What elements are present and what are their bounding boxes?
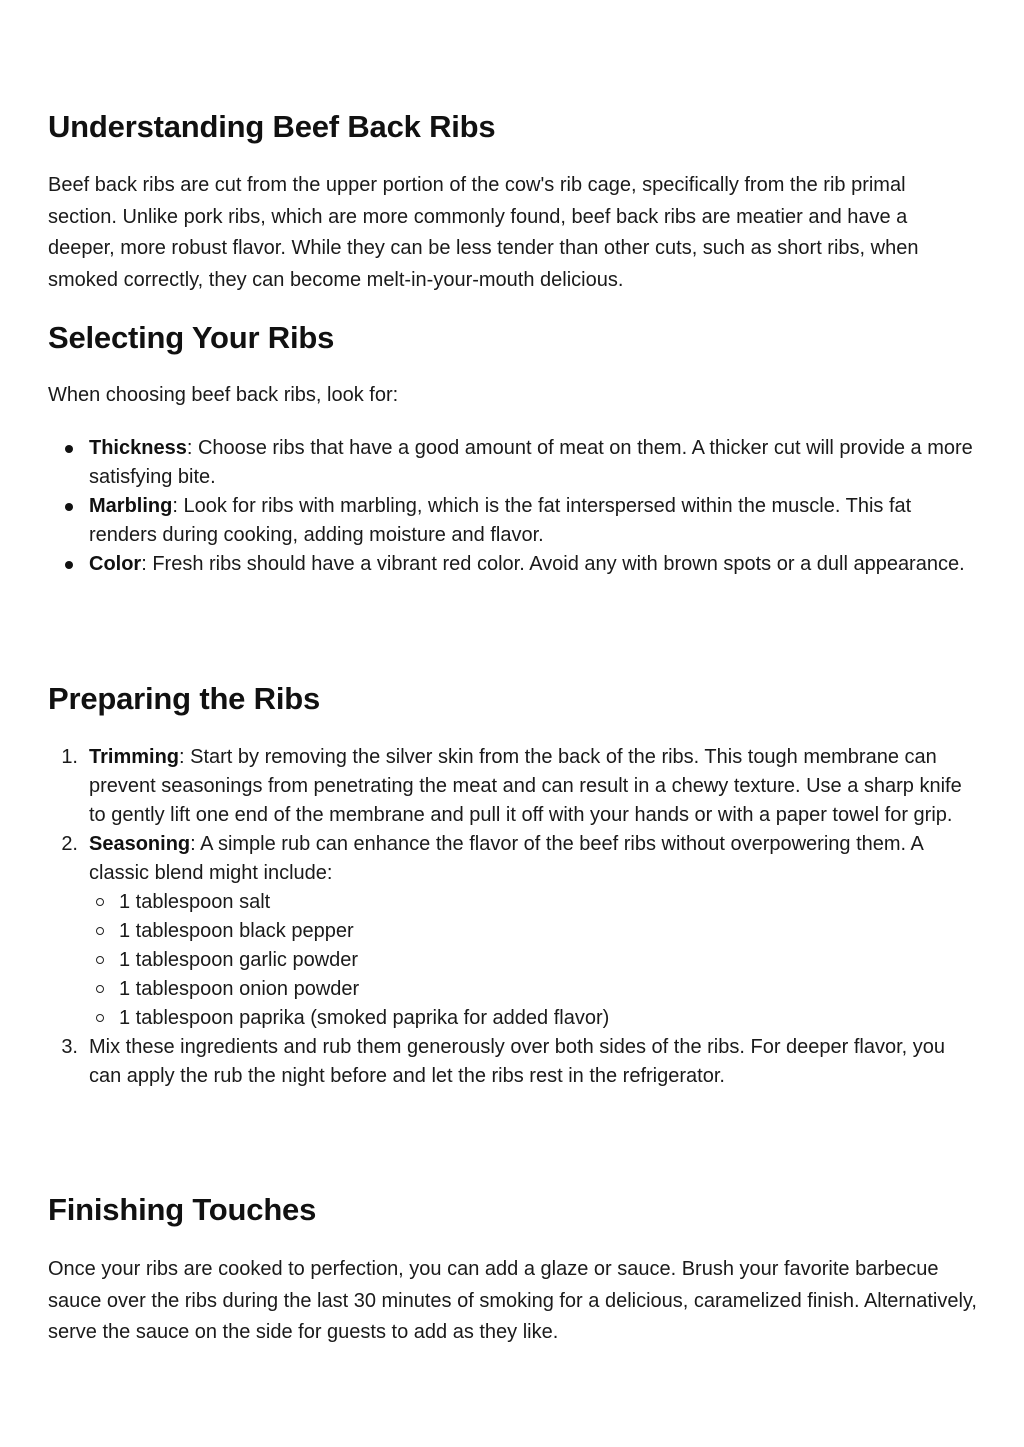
preparation-steps-list — [48, 743, 978, 1091]
term-seasoning: Seasoning — [89, 833, 191, 855]
list-item-thickness — [48, 434, 978, 492]
term-thickness: Thickness — [89, 437, 187, 459]
heading-preparing-the-ribs: Preparing the Ribs — [48, 681, 321, 716]
text-seasoning: : A simple rub can enhance the flavor of the beef ribs without overpowering them. A classic blend might include: — [89, 833, 923, 884]
text-mix-and-rub: Mix these ingredients and rub them generously over both sides of the ribs. For deeper flavor, you can apply the rub the night before and let the ribs rest in the refrigerator. — [89, 1036, 946, 1087]
text-thickness: : Choose ribs that have a good amount of meat on them. A thicker cut will provide a more satisfying bite. — [89, 437, 973, 488]
list-item-ingredient: 1 tablespoon onion powder — [89, 975, 978, 1004]
term-trimming: Trimming — [89, 746, 180, 768]
step-number: 2. — [61, 833, 78, 855]
list-item-color — [48, 550, 978, 579]
rub-ingredients-list — [89, 888, 978, 1033]
term-color: Color — [89, 553, 142, 575]
list-item-trimming — [48, 743, 978, 830]
selection-criteria-list — [48, 434, 978, 579]
paragraph-selecting-intro: When choosing beef back ribs, look for: — [48, 384, 399, 406]
heading-finishing-touches: Finishing Touches — [48, 1192, 317, 1227]
list-item-ingredient: 1 tablespoon salt — [89, 888, 978, 917]
list-item-ingredient: 1 tablespoon garlic powder — [89, 946, 978, 975]
text-marbling: : Look for ribs with marbling, which is the fat interspersed within the muscle. This fat renders during cooking, adding moisture and flavor. — [89, 495, 912, 546]
step-number: 3. — [61, 1036, 78, 1058]
paragraph-understanding: Beef back ribs are cut from the upper portion of the cow's rib cage, specifically from the rib primal section. Unlike pork ribs, which are more commonly found, beef back ribs are meatier and have a deeper, more robust flavor. While they can be less tender than other cuts, such as short ribs, when smoked correctly, they can become melt-in-your-mouth delicious. — [48, 174, 919, 291]
list-item-seasoning — [48, 830, 978, 1033]
list-item-marbling — [48, 492, 978, 550]
step-number: 1. — [61, 746, 78, 768]
paragraph-finishing: Once your ribs are cooked to perfection, you can add a glaze or sauce. Brush your favorite barbecue sauce over the ribs during the last 30 minutes of smoking for a delicious, caramelized finish. Alternatively, serve the sauce on the side for guests to add as they like. — [48, 1258, 977, 1343]
heading-understanding-beef-back-ribs: Understanding Beef Back Ribs — [48, 109, 496, 144]
term-marbling: Marbling — [89, 495, 173, 517]
text-trimming: : Start by removing the silver skin from the back of the ribs. This tough membrane can prevent seasonings from penetrating the meat and can result in a chewy texture. Use a sharp knife to gently lift one end of the membrane and pull it off with your hands or with a paper towel for grip. — [89, 746, 962, 826]
heading-selecting-your-ribs: Selecting Your Ribs — [48, 320, 335, 355]
list-item-ingredient: 1 tablespoon paprika (smoked paprika for added flavor) — [89, 1004, 978, 1033]
text-color: : Fresh ribs should have a vibrant red color. Avoid any with brown spots or a dull appearance. — [141, 553, 965, 575]
list-item-mix-and-rub — [48, 1033, 978, 1091]
list-item-ingredient: 1 tablespoon black pepper — [89, 917, 978, 946]
